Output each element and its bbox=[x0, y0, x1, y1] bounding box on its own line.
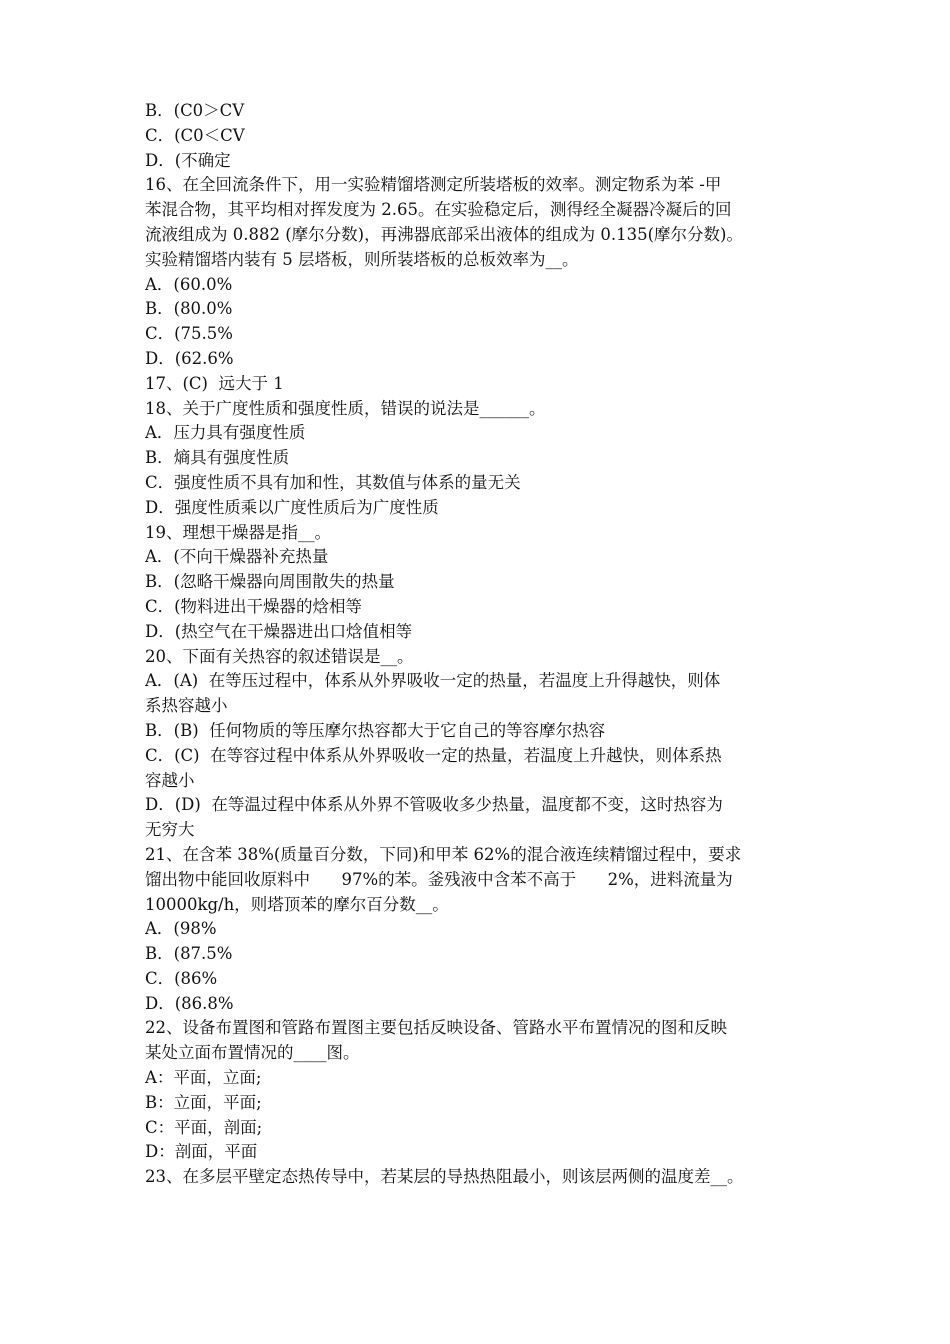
text-line: A．压力具有强度性质 bbox=[145, 423, 306, 443]
text-line: 19、理想干燥器是指__。 bbox=[145, 522, 331, 542]
text-line: B．(87.5% bbox=[145, 944, 233, 964]
text-line: A．(60.0% bbox=[145, 274, 233, 294]
text-line: C．强度性质不具有加和性，其数值与体系的量无关 bbox=[145, 472, 521, 492]
text-line: 22、设备布置图和管路布置图主要包括反映设备、管路水平布置情况的图和反映 bbox=[145, 1018, 727, 1038]
text-line: 17、(C) 远大于 1 bbox=[145, 373, 284, 393]
text-line: B．(忽略干燥器向周围散失的热量 bbox=[145, 572, 395, 592]
text-line: B：立面，平面; bbox=[145, 1092, 262, 1112]
text-line: 无穷大 bbox=[145, 820, 195, 840]
text-line: 20、下面有关热容的叙述错误是__。 bbox=[145, 646, 414, 666]
text-line: 系热容越小 bbox=[145, 696, 228, 716]
text-line: D．(热空气在干燥器进出口焓值相等 bbox=[145, 621, 413, 641]
text-line: C．(物料进出干燥器的焓相等 bbox=[145, 596, 363, 616]
text-line: C．(75.5% bbox=[145, 324, 233, 344]
text-line: B．(80.0% bbox=[145, 299, 233, 319]
text-line: A：平面，立面; bbox=[145, 1068, 262, 1088]
text-line: A．(不向干燥器补充热量 bbox=[145, 547, 329, 567]
text-line: 容越小 bbox=[145, 770, 195, 790]
document-page bbox=[145, 99, 815, 1190]
text-line: C：平面，剖面; bbox=[145, 1117, 263, 1137]
text-line: A．(A) 在等压过程中，体系从外界吸收一定的热量，若温度上升得越快，则体 bbox=[145, 671, 721, 691]
text-line: 某处立面布置情况的____图。 bbox=[145, 1043, 360, 1063]
text-line: B．(C0＞CV bbox=[145, 101, 245, 120]
text-line: D：剖面，平面 bbox=[145, 1142, 258, 1162]
text-line: C．(C) 在等容过程中体系从外界吸收一定的热量，若温度上升越快，则体系热 bbox=[145, 745, 722, 765]
text-line: A．(98% bbox=[145, 919, 217, 939]
text-line: 16、在全回流条件下，用一实验精馏塔测定所装塔板的效率。测定物系为苯 -甲 bbox=[145, 175, 722, 195]
text-line: C．(C0＜CV bbox=[145, 125, 245, 145]
text-line: 18、关于广度性质和强度性质，错误的说法是______。 bbox=[145, 398, 546, 418]
text-line: 实验精馏塔内装有 5 层塔板，则所装塔板的总板效率为__。 bbox=[145, 249, 579, 269]
text-line: 馏出物中能回收原料中 97%的苯。釜残液中含苯不高于 2%，进料流量为 bbox=[145, 869, 733, 889]
text-line: 21、在含苯 38%(质量百分数，下同)和甲苯 62%的混合液连续精馏过程中，要求 bbox=[145, 844, 742, 864]
text-line: B．熵具有强度性质 bbox=[145, 448, 290, 468]
text-line: 23、在多层平壁定态热传导中，若某层的导热热阻最小，则该层两侧的温度差__。 bbox=[145, 1167, 744, 1187]
text-line: D．(D) 在等温过程中体系从外界不管吸收多少热量，温度都不变，这时热容为 bbox=[145, 795, 723, 815]
text-line: D．强度性质乘以广度性质后为广度性质 bbox=[145, 497, 439, 517]
text-line: D．(62.6% bbox=[145, 348, 234, 368]
text-line: 10000kg/h，则塔顶苯的摩尔百分数__。 bbox=[145, 894, 449, 914]
text-line: B．(B) 任何物质的等压摩尔热容都大于它自己的等容摩尔热容 bbox=[145, 720, 606, 740]
text-line: 苯混合物，其平均相对挥发度为 2.65。在实验稳定后，测得经全凝器冷凝后的回 bbox=[145, 200, 732, 220]
text-line: C．(86% bbox=[145, 968, 218, 988]
text-line: 流液组成为 0.882 (摩尔分数)，再沸器底部采出液体的组成为 0.135(摩尔分数)。 bbox=[145, 224, 743, 244]
text-line: D．(86.8% bbox=[145, 993, 234, 1013]
text-line: D．(不确定 bbox=[145, 150, 231, 170]
